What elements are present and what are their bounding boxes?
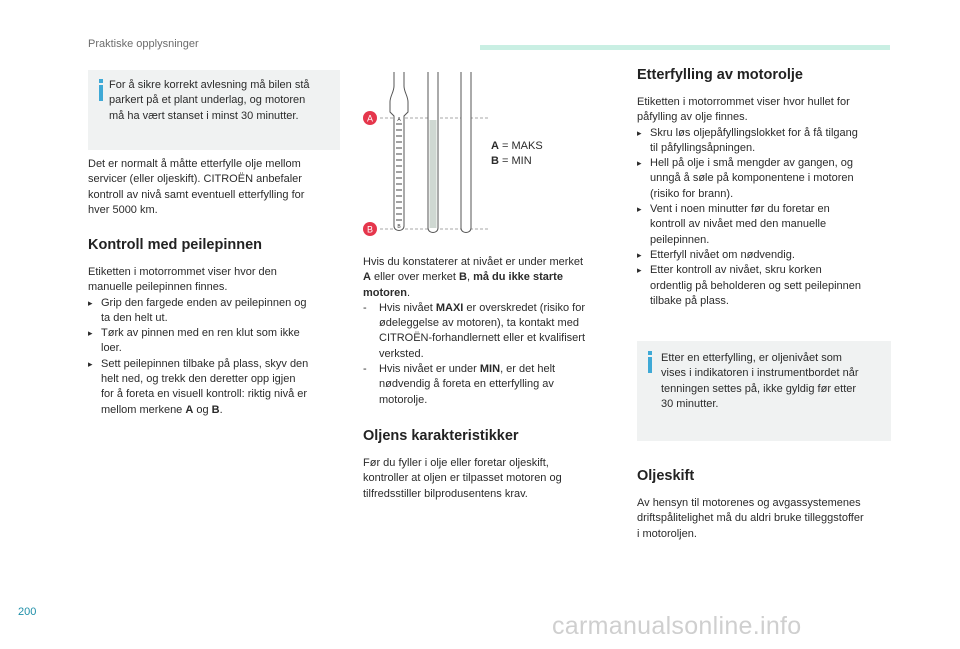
heading-topup: Etterfylling av motorolje	[637, 67, 803, 83]
text-fragment: ,	[466, 271, 474, 284]
text-line: til påfyllingsåpningen.	[650, 141, 756, 154]
text-line: Tørk av pinnen med en ren klut som ikke	[101, 327, 300, 340]
text-line: Etterfyll nivået om nødvendig.	[650, 248, 795, 261]
text-line: Etter kontroll av nivået, skru korken	[650, 264, 822, 277]
dipstick-mark-b: B	[397, 224, 401, 230]
dipstick-illustration	[360, 68, 488, 236]
intro-line: hver 5000 km.	[88, 203, 158, 216]
text-line: Grip den fargede enden av peilepinnen og	[101, 296, 307, 309]
text-line: manuelle peilepinnen finnes.	[88, 281, 228, 294]
info-mark-icon	[98, 79, 104, 101]
intro-line: servicer (eller oljeskift). CITROËN anbefaler	[88, 173, 302, 186]
marker-a-letter: A	[366, 113, 374, 124]
text-line: helt ned, og trekk den deretter opp igjen	[101, 373, 296, 386]
dipstick-left	[390, 72, 408, 231]
level-warning	[363, 255, 585, 408]
text-line: Før du fyller i olje eller foretar oljeskift,	[363, 457, 549, 469]
note-line: må ha vært stanset i minst 30 minutter.	[109, 109, 299, 122]
intro-paragraph	[88, 157, 304, 218]
arrow-bullet-icon: ▸	[637, 127, 642, 138]
arrow-bullet-icon: ▸	[88, 358, 93, 369]
mark-b-ref: B	[458, 271, 467, 284]
text-line: driftspålitelighet må du aldri bruke tilleggstoffer	[637, 512, 864, 525]
text-line: i motoroljen.	[637, 527, 697, 540]
info-note-indicator	[637, 341, 891, 441]
text-line: CITROËN-forhandlernett eller et kvalifisert	[379, 332, 586, 345]
legend-value-b: = MIN	[498, 155, 532, 167]
maxi-label: MAXI	[435, 301, 464, 314]
arrow-bullet-icon: ▸	[88, 297, 93, 308]
heading-oil-change: Oljeskift	[637, 468, 695, 484]
intro-line: Det er normalt å måtte etterfylle olje mellom	[88, 158, 301, 170]
note-line: For å sikre korrekt avlesning må bilen stå	[109, 79, 310, 91]
text-fragment: , er det helt	[500, 363, 556, 376]
text-fragment: eller over merket	[370, 271, 459, 284]
legend-key-a: A	[491, 140, 499, 152]
text-line: loer.	[101, 342, 122, 355]
dash-bullet: -	[363, 363, 367, 376]
note-line: 30 minutter.	[661, 397, 719, 410]
text-line: verksted.	[379, 347, 424, 360]
figure-legend	[491, 139, 543, 169]
dipstick-right	[461, 72, 471, 233]
dash-bullet: -	[363, 301, 367, 314]
text-line: Etiketten i motorrommet viser hvor hullet for	[637, 96, 850, 108]
oil-characteristics-text	[363, 456, 562, 502]
text-fragment: .	[219, 403, 223, 416]
watermark: carmanualsonline.info	[552, 612, 802, 640]
page-number: 200	[18, 606, 37, 618]
info-mark-icon	[647, 351, 653, 373]
text-fragment: .	[407, 286, 411, 299]
oil-change-text	[637, 496, 864, 542]
text-fragment: Hvis nivået	[379, 301, 436, 314]
text-line: Etiketten i motorrommet viser hvor den	[88, 266, 277, 278]
min-label: MIN	[479, 363, 501, 376]
oil-film	[430, 120, 437, 228]
text-fragment: og	[193, 403, 212, 416]
warning-emphasis: motoren	[363, 286, 407, 299]
text-line: Hvis du konstaterer at nivået er under merket	[363, 256, 584, 268]
text-line: Skru løs oljepåfyllingslokket for å få tilgang	[650, 126, 858, 139]
text-line: for å foreta en visuell kontroll: riktig nivå er	[101, 388, 308, 401]
text-line: påfylling av olje finnes.	[637, 111, 748, 124]
legend-value-a: = MAKS	[498, 140, 543, 152]
text-line: ødeleggelse av motoren), ta kontakt med	[379, 317, 579, 330]
topup-instructions	[637, 95, 861, 309]
arrow-bullet-icon: ▸	[637, 204, 642, 215]
marker-b-letter: B	[366, 224, 374, 235]
heading-dipstick: Kontroll med peilepinnen	[88, 237, 263, 253]
text-line: unngå å søle på komponentene i motoren	[650, 172, 854, 185]
text-line: (risiko for brann).	[650, 187, 734, 200]
dipstick-mark-a: A	[397, 117, 401, 123]
text-fragment: mellom merkene	[101, 403, 186, 416]
text-line: kontroller at oljen er tilpasset motoren og	[363, 472, 562, 485]
intro-line: kontroll av nivå samt eventuell etterfylling for	[88, 188, 305, 201]
warning-emphasis: må du ikke starte	[473, 271, 563, 284]
heading-oil-characteristics: Oljens karakteristikker	[363, 428, 519, 444]
header-bar	[480, 45, 890, 50]
text-line: ta den helt ut.	[101, 311, 168, 324]
text-line: ordentlig på beholderen og sett peilepinnen	[650, 279, 861, 292]
arrow-bullet-icon: ▸	[637, 265, 642, 276]
text-line: Hell på olje i små mengder av gangen, og	[650, 157, 854, 170]
legend-key-b: B	[491, 155, 499, 167]
mark-b-ref: B	[211, 403, 220, 416]
text-line: tilfredsstiller bilprodusentens krav.	[363, 487, 528, 500]
info-note-level-check	[88, 70, 340, 150]
note-line: parkert på et plant underlag, og motoren	[109, 94, 306, 107]
arrow-bullet-icon: ▸	[88, 328, 93, 339]
arrow-bullet-icon: ▸	[637, 249, 642, 260]
text-line: motorolje.	[379, 393, 428, 406]
note-line: tenningen settes på, ikke gyldig før etter	[661, 382, 857, 395]
dipstick-instructions	[88, 265, 308, 418]
mark-a-ref: A	[185, 403, 194, 416]
section-title: Praktiske opplysninger	[88, 38, 199, 50]
text-line: peilepinnen.	[650, 233, 710, 246]
text-line: Sett peilepinnen tilbake på plass, skyv den	[101, 357, 309, 370]
text-fragment: er overskredet (risiko for	[463, 301, 586, 314]
text-line: tilbake på plass.	[650, 294, 729, 307]
note-line: vises i indikatoren i instrumentbordet når	[661, 367, 859, 380]
note-line: Etter en etterfylling, er oljenivået som	[661, 352, 842, 364]
text-line: Av hensyn til motorenes og avgassystemenes	[637, 497, 861, 509]
mark-a-ref: A	[363, 271, 371, 284]
text-line: kontroll av nivået med den manuelle	[650, 218, 827, 231]
text-line: Vent i noen minutter før du foretar en	[650, 203, 830, 216]
arrow-bullet-icon: ▸	[637, 158, 642, 169]
text-fragment: Hvis nivået er under	[379, 363, 480, 376]
text-line: nødvendig å foreta en etterfylling av	[379, 378, 554, 391]
